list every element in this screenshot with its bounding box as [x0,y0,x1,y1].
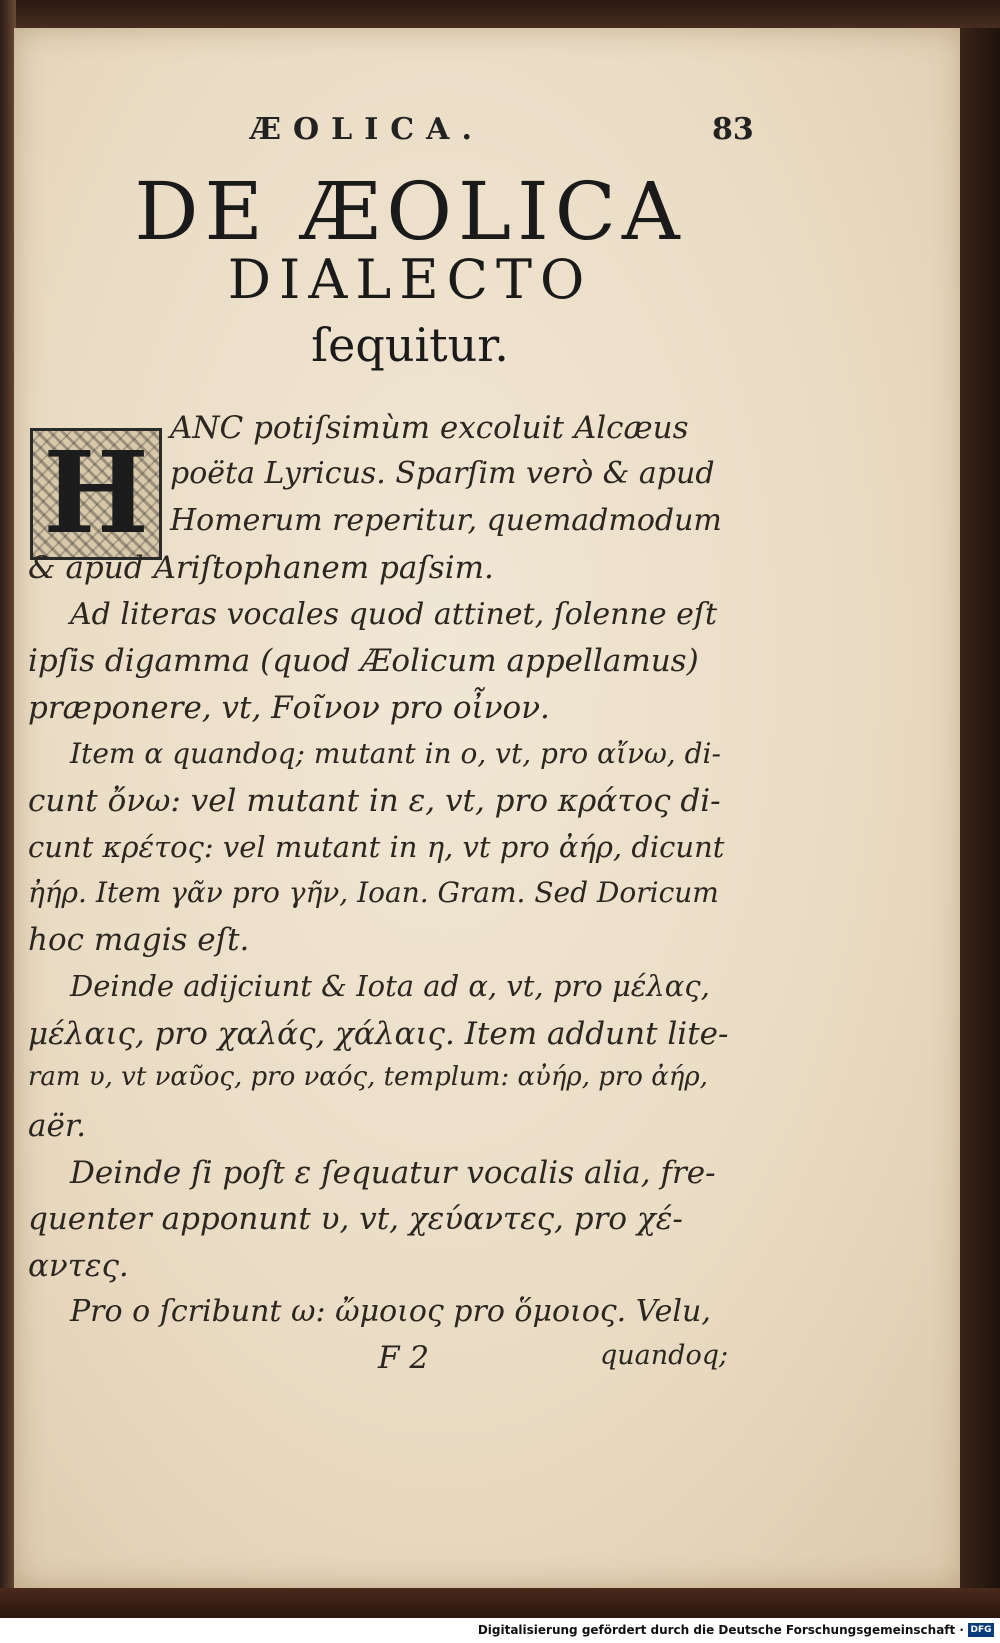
text-line: Item α quandoq; mutant in ο, vt, pro αἴνω, di- [70,737,721,770]
text-line: Ad literas vocales quod attinet, ſolenne eſt [70,597,718,632]
text-line: μέλαις, pro χαλάς, χάλαις. Item addunt lite- [28,1016,729,1052]
text-line: cunt ὄνω: vel mutant in ε, vt, pro κράτος di- [28,783,721,819]
text-line: cunt κρέτος: vel mutant in η, vt pro ἀήρ, dicunt [28,830,725,864]
running-head: ÆOLICA. [250,112,484,147]
text-line: Deinde adijciunt & Iota ad α, vt, pro μέλας, [70,969,710,1003]
text-line: & apud Ariſtophanem paſsim. [28,550,494,586]
text-line: ram υ, vt ναῦος, pro ναός, templum: αὐήρ, pro ἀήρ, [28,1062,708,1092]
chapter-title-line-3: ſequitur. [311,318,509,372]
funding-credit: Digitalisierung gefördert durch die Deutsche Forschungsgemeinschaft · [477,1623,964,1637]
text-line: Homerum reperitur, quemadmodum [170,503,722,538]
text-line: ipſis digamma (quod Æolicum appellamus) [28,643,699,679]
text-line: quenter apponunt υ, vt, χεύαντες, pro χέ- [28,1201,683,1237]
text-line: aër. [28,1108,87,1144]
text-line: αντες. [28,1248,129,1284]
dfg-logo: DFG [968,1623,994,1637]
chapter-title-line-2: DIALECTO [227,248,593,311]
initial-letter: H [43,428,149,559]
text-line: Pro ο ſcribunt ω: ὤμοιος pro ὅμοιος. Velu, [70,1294,711,1329]
text-line: hoc magis eſt. [28,922,250,958]
text-line: ἠήρ. Item γᾶν pro γῆν, Ioan. Gram. Sed Doricum [28,876,719,909]
text-line: Deinde ſi poſt ε ſequatur vocalis alia, fre- [70,1155,716,1191]
scan-bottom-edge [0,1588,1000,1618]
signature-mark: F 2 [378,1340,430,1376]
scan-right-edge [960,28,1000,1608]
decorated-initial [30,428,162,560]
scan-top-edge [0,0,1000,30]
text-line: præponere, vt, Fοῖνον pro οἶνον. [28,690,550,726]
chapter-title-line-1: DE ÆOLICA [134,165,686,258]
text-line: ANC potiſsimùm excoluit Alcæus [170,410,689,446]
page-number: 83 [712,112,754,147]
text-line: poëta Lyricus. Sparſim verò & apud [170,456,715,491]
catchword: quandoq; [600,1340,729,1371]
